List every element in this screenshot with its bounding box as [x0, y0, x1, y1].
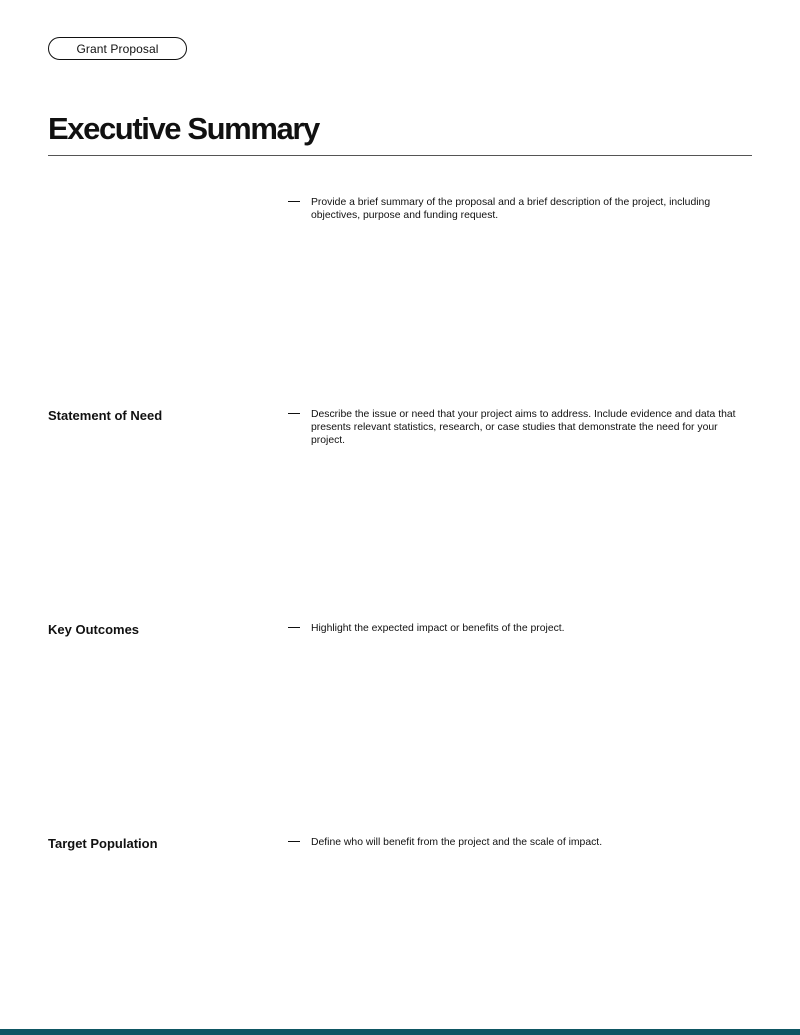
document-tag: [48, 37, 187, 60]
section-description: Highlight the expected impact or benefits of the project.: [311, 623, 565, 634]
dash-marker: [288, 627, 300, 628]
footer-accent-bar: [0, 1029, 800, 1035]
section-description: Describe the issue or need that your project aims to address. Include evidence and data that presents relevant statistics, research, or case studies that demonstrate the need for your project.: [311, 409, 736, 446]
title-divider: [48, 155, 752, 156]
dash-marker: [288, 413, 300, 414]
section-label: Target Population: [48, 836, 158, 851]
section-description: Provide a brief summary of the proposal and a brief description of the project, including objectives, purpose and funding request.: [311, 197, 711, 221]
section-label: Key Outcomes: [48, 622, 140, 637]
dash-marker: [288, 841, 300, 842]
section-description: Define who will benefit from the project and the scale of impact.: [311, 837, 603, 848]
dash-marker: [288, 201, 300, 202]
document-tag-label: Grant Proposal: [76, 41, 159, 56]
page-title: Executive Summary: [48, 111, 319, 146]
section-label: Statement of Need: [48, 408, 163, 423]
